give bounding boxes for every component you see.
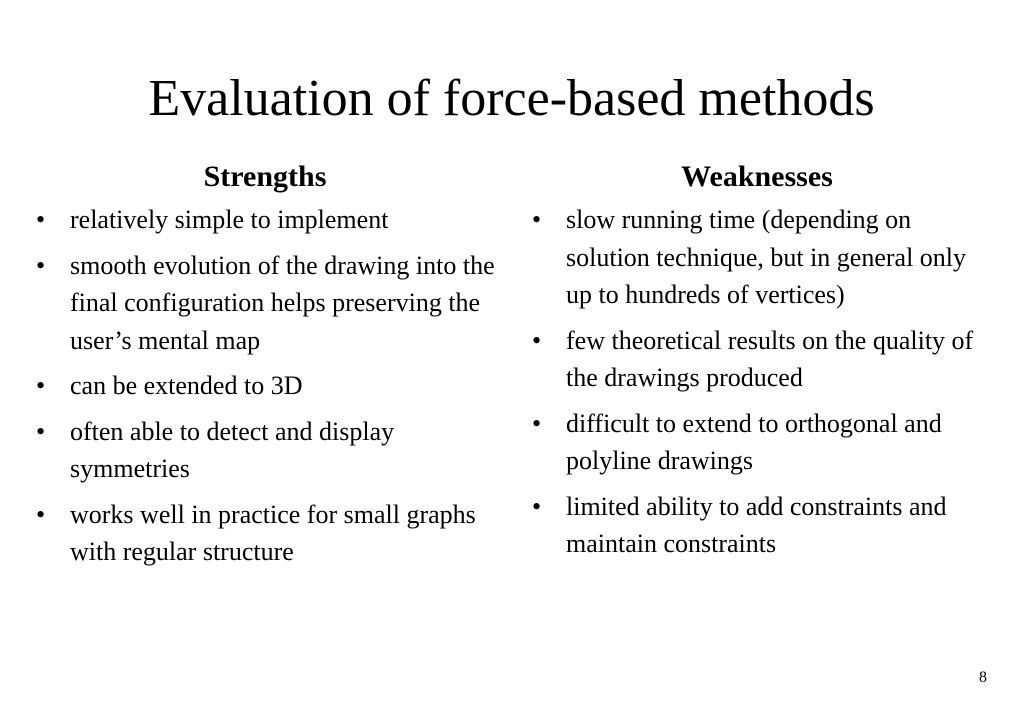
bullet-icon: • bbox=[36, 250, 46, 280]
list-item bbox=[526, 488, 996, 563]
list-item-text: smooth evolution of the drawing into the final configuration helps preserving the user’s mental map bbox=[70, 250, 495, 355]
page-number: 8 bbox=[979, 669, 987, 686]
list-item-text: can be extended to 3D bbox=[70, 371, 303, 400]
weaknesses-heading: Weaknesses bbox=[681, 160, 833, 193]
list-item-text: works well in practice for small graphs with regular structure bbox=[70, 499, 476, 566]
list-item bbox=[30, 496, 500, 571]
list-item-text: few theoretical results on the quality of the drawings produced bbox=[566, 325, 974, 392]
bullet-icon: • bbox=[532, 408, 542, 438]
bullet-icon: • bbox=[36, 499, 46, 529]
strengths-heading: Strengths bbox=[203, 160, 327, 193]
list-item-text: often able to detect and display symmetries bbox=[70, 416, 395, 483]
list-item bbox=[30, 201, 500, 239]
weaknesses-list bbox=[526, 201, 996, 563]
bullet-icon: • bbox=[36, 416, 46, 446]
bullet-icon: • bbox=[36, 205, 46, 234]
weaknesses-column bbox=[526, 158, 996, 571]
list-item bbox=[30, 413, 500, 488]
list-item-text: relatively simple to implement bbox=[70, 205, 389, 234]
bullet-icon: • bbox=[532, 491, 542, 521]
strengths-column bbox=[30, 158, 500, 579]
bullet-icon: • bbox=[532, 205, 542, 234]
list-item-text: slow running time (depending on solution technique, but in general only up to hundreds of vertices) bbox=[566, 205, 967, 309]
list-item bbox=[526, 201, 996, 314]
list-item bbox=[526, 405, 996, 480]
bullet-icon: • bbox=[532, 325, 542, 355]
list-item bbox=[30, 367, 500, 405]
strengths-list bbox=[30, 201, 500, 571]
bullet-icon: • bbox=[36, 371, 46, 400]
list-item-text: difficult to extend to orthogonal and polyline drawings bbox=[566, 408, 942, 475]
slide-title: Evaluation of force-based methods bbox=[148, 70, 875, 127]
list-item bbox=[526, 322, 996, 397]
list-item bbox=[30, 247, 500, 360]
list-item-text: limited ability to add constraints and maintain constraints bbox=[566, 491, 947, 558]
